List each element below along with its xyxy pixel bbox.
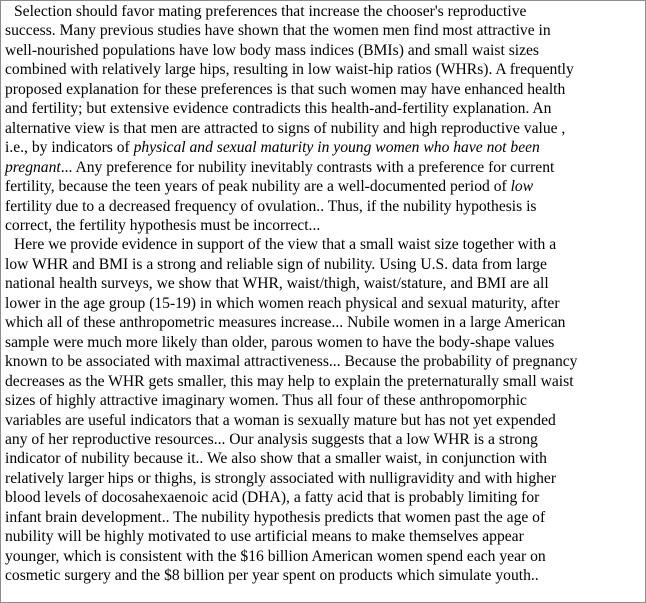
text-segment: known to be associated with maximal attractiveness... Because the probability of pregnancy: [5, 353, 578, 371]
text-segment: cosmetic surgery and the $8 billion per year spent on products which simulate youth..: [5, 567, 539, 585]
text-line: [5, 488, 639, 507]
text-segment: ... Any preference for nubility inevitably contrasts with a preference for current: [60, 158, 555, 176]
text-line: [5, 449, 639, 468]
text-segment: sample were much more likely than older, parous women to have the body-shape values: [5, 333, 555, 351]
text-line: [5, 60, 639, 79]
text-line: [5, 235, 639, 254]
text-segment: Here we provide evidence in support of the view that a small waist size together with a: [14, 236, 557, 254]
italic-text: pregnant: [5, 158, 61, 176]
text-segment: well-nourished populations have low body mass indices (BMIs) and small waist sizes: [5, 41, 540, 59]
text-line: [5, 119, 639, 138]
text-segment: which all of these anthropometric measures increase... Nubile women in a large American: [5, 314, 566, 332]
text-segment: indicator of nubility because it.. We also show that a smaller waist, in conjunction with: [5, 450, 547, 468]
text-line: [5, 430, 639, 449]
text-line: [5, 391, 639, 410]
text-segment: infant brain development.. The nubility hypothesis predicts that women past the age of: [5, 508, 546, 526]
text-line: [5, 41, 639, 60]
text-segment: correct, the fertility hypothesis must be incorrect...: [5, 216, 321, 234]
text-segment: Selection should favor mating preferences that increase the chooser's reproductive: [14, 3, 527, 20]
text-line: [5, 313, 639, 332]
text-line: [5, 255, 639, 274]
text-segment: fertility, because the teen years of peak nubility are a well-documented period of: [5, 178, 511, 196]
text-segment: sizes of highly attractive imaginary women. Thus all four of these anthropomorphic: [5, 392, 527, 410]
text-line: [5, 80, 639, 99]
text-segment: relatively larger hips or thighs, is strongly associated with nulligravidity and with higher: [5, 469, 557, 487]
text-segment: success. Many previous studies have shown that the women men find most attractive in: [5, 22, 551, 40]
text-line: [5, 411, 639, 430]
text-segment: proposed explanation for these preferences is that such women may have enhanced health: [5, 80, 566, 98]
text-segment: decreases as the WHR gets smaller, this may help to explain the preternaturally small waist: [5, 372, 574, 390]
text-line: [5, 177, 639, 196]
text-line: [5, 508, 639, 527]
text-line: [5, 2, 639, 21]
italic-text: low: [510, 178, 534, 196]
text-segment: lower in the age group (15-19) in which women reach physical and sexual maturity, after: [5, 294, 560, 312]
text-segment: low WHR and BMI is a strong and reliable sign of nubility. Using U.S. data from large: [5, 255, 547, 273]
text-line: [5, 469, 639, 488]
text-line: [5, 333, 639, 352]
text-line: [5, 352, 639, 371]
italic-text: physical and sexual maturity in young women who have not been: [133, 139, 540, 157]
text-segment: blood levels of docosahexaenoic acid (DHA), a fatty acid that is probably limiting for: [5, 489, 540, 507]
text-segment: alternative view is that men are attracted to signs of nubility and high reproductive value ,: [5, 119, 566, 137]
text-line: [5, 158, 639, 177]
text-line: [5, 547, 639, 566]
text-line: [5, 527, 639, 546]
text-segment: fertility due to a decreased frequency of ovulation.. Thus, if the nubility hypothesis is: [5, 197, 537, 215]
text-line: [5, 138, 639, 157]
text-segment: variables are useful indicators that a woman is sexually mature but has not yet expended: [5, 411, 556, 429]
text-line: [5, 99, 639, 118]
text-segment: combined with relatively large hips, resulting in low waist-hip ratios (WHRs). A frequently: [5, 61, 574, 79]
text-line: [5, 216, 639, 235]
text-segment: nubility will be highly motivated to use artificial means to make themselves appear: [5, 528, 524, 546]
text-line: [5, 197, 639, 216]
text-segment: national health surveys, we show that WHR, waist/thigh, waist/stature, and BMI are all: [5, 275, 549, 293]
text-segment: younger, which is consistent with the $16 billion American women spend each year on: [5, 547, 546, 565]
text-line: [5, 274, 639, 293]
text-segment: i.e., by indicators of: [5, 139, 134, 157]
text-segment: any of her reproductive resources... Our analysis suggests that a low WHR is a strong: [5, 430, 538, 448]
text-segment: and fertility; but extensive evidence contradicts this health-and-fertility explanation. An: [5, 100, 552, 118]
document-body: [5, 2, 639, 586]
text-line: [5, 372, 639, 391]
text-line: [5, 21, 639, 40]
text-line: [5, 294, 639, 313]
text-line: [5, 566, 639, 585]
